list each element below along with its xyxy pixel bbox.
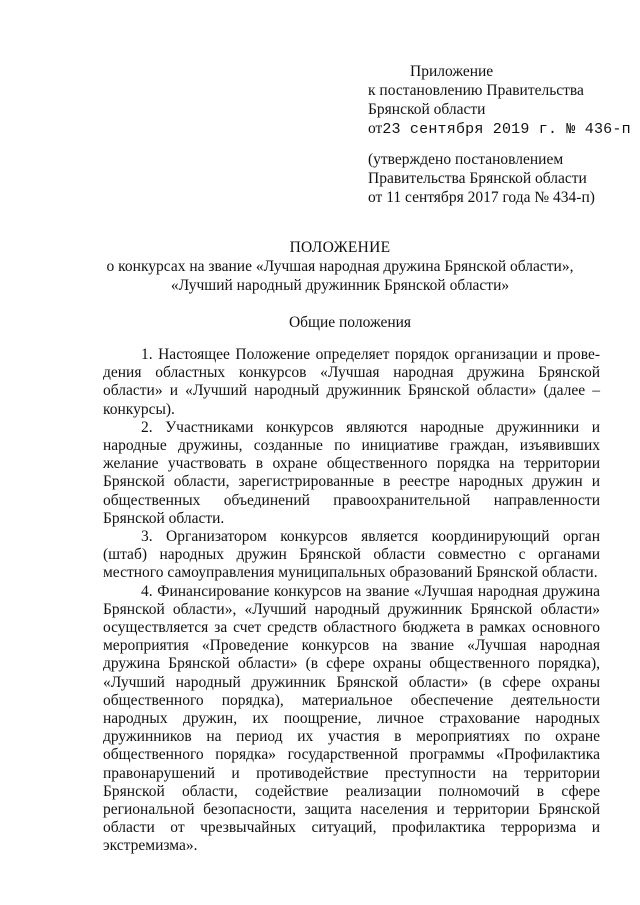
paragraph-3: 3. Организатором конкурсов является координирующий орган (штаб) народных дружин Брянской области совместно с органами местного самоуправления муниципальных образований Брянской области. (103, 528, 600, 582)
appendix-date-typed: 23 сентября 2019 г. № 436-п (382, 121, 631, 138)
appendix-date (368, 119, 631, 139)
document-subtitle-2: «Лучший народный дружинник Брянской области» (170, 277, 510, 294)
paragraph-2: 2. Участниками конкурсов являются народные дружинники и народные дружины, созданные по инициативе граждан, изъявивших желание участвовать в охране общественного порядка на территории Брянской области, зарегистрированные в реестре народных дружин и общественных объединений правоохранительной направленности Брянской области. (103, 418, 600, 527)
document-body (103, 346, 600, 856)
appendix-reference: к постановлению Правительства (368, 82, 584, 99)
approval-line-2: Правительства Брянской области (368, 170, 587, 187)
approval-note (368, 150, 628, 207)
appendix-label: Приложение (410, 63, 494, 80)
section-title: Общие положения (288, 314, 412, 331)
paragraph-4: 4. Финансирование конкурсов на звание «Лучшая народная дружина Брянской области», «Лучший народный дружинник Брянской области» осуществляется за счет средств областного бюджета в рамках основного мероприятия «Проведение конкурсов на звание «Лучшая народная дружина Брянской области» (в сфере охраны общественного порядка), «Лучший народный дружинник Брянской области» (в сфере охраны общественного порядка), материальное обеспечение деятельности народных дружин, их поощрение, личное страхование народных дружинников на период их участия в мероприятиях по охране общественного порядка» государственной программы «Профилактика правонарушений и противодействие преступности на территории Брянской области, содействие реализации полномочий в сфере региональной безопасности, защита населения и территории Брянской области от чрезвычайных ситуаций, профилактика терроризма и экстремизма». (103, 582, 600, 855)
appendix-header (368, 62, 631, 139)
appendix-region: Брянской области (368, 101, 486, 118)
appendix-date-prefix: от (368, 120, 383, 137)
document-title: ПОЛОЖЕНИЕ (289, 239, 391, 256)
paragraph-1: 1. Настоящее Положение определяет порядок организации и проведения областных конкурсов «Лучшая народная дружина Брянской области» и «Лучший народный дружинник Брянской области» (далее – конкурсы). (103, 346, 600, 418)
document-title-block (60, 238, 620, 295)
approval-line-1: (утверждено постановлением (368, 151, 564, 168)
approval-line-3: от 11 сентября 2017 года № 434-п) (368, 189, 595, 206)
document-subtitle-1: о конкурсах на звание «Лучшая народная дружина Брянской области», (106, 258, 574, 275)
